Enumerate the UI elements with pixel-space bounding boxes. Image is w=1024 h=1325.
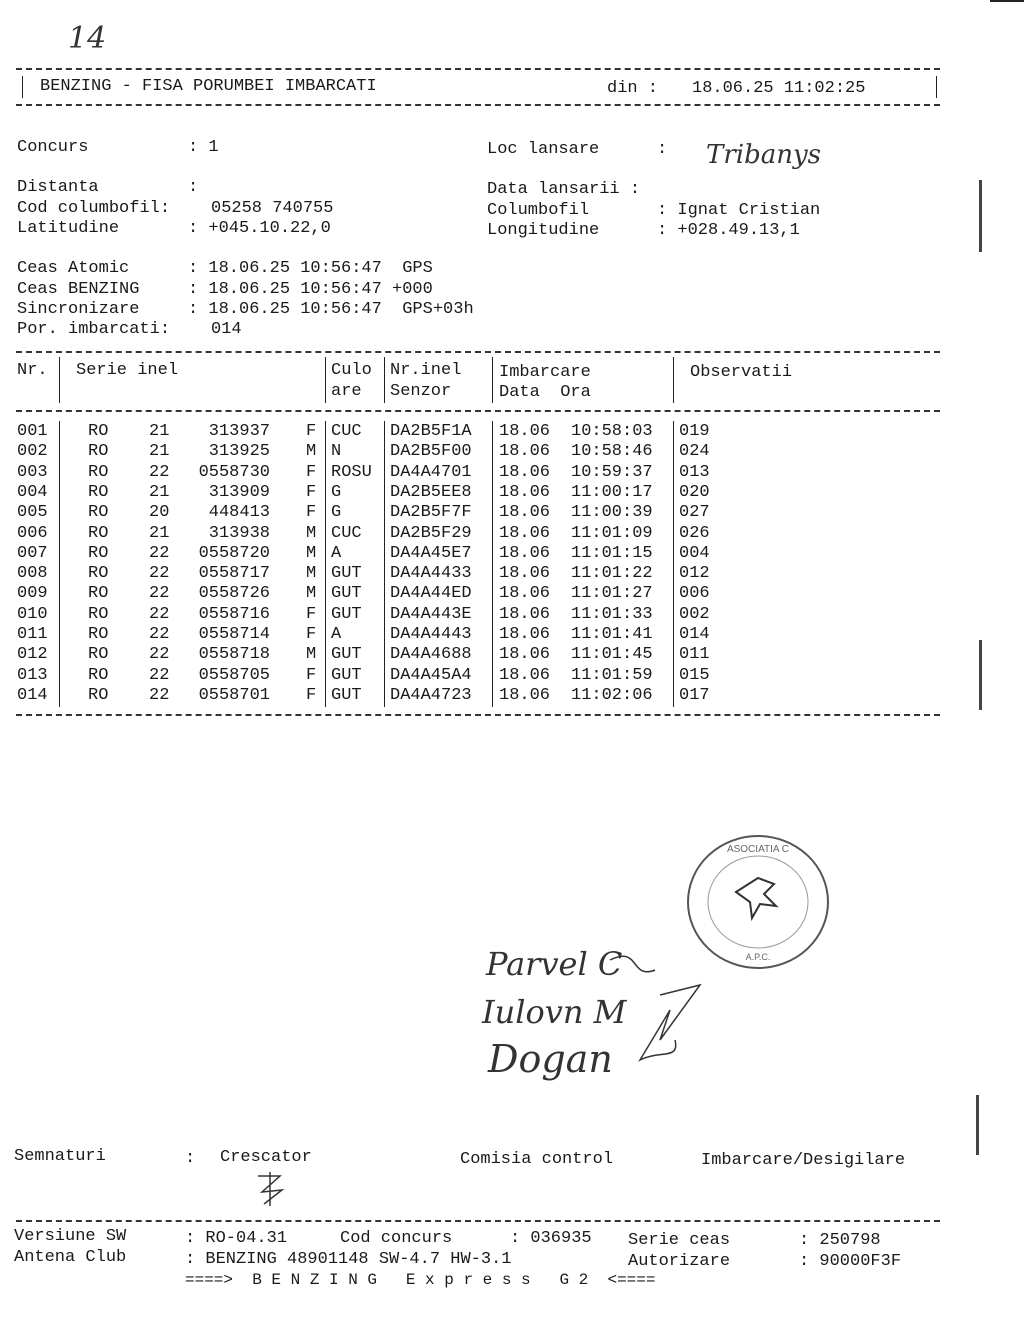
cell-sex: M [306, 564, 317, 584]
cell-an: 21 [149, 422, 170, 441]
crescator-label: Crescator [220, 1148, 312, 1167]
page-number-handwritten: 14 [68, 21, 107, 56]
cell-culoare: GUT [331, 685, 362, 705]
cell-sex: F [306, 503, 317, 523]
cell-ora: 11:01:15 [571, 543, 653, 563]
cell-tara: RO [88, 422, 109, 441]
cell-inel: 0558726 [198, 584, 270, 604]
antena-club-value: : BENZING 48901148 SW-4.7 HW-3.1 [185, 1250, 512, 1269]
cell-tara: RO [88, 604, 109, 624]
footer-banner: ====> B E N Z I N G E x p r e s s G 2 <==== [185, 1271, 656, 1289]
cell-sex: F [306, 604, 317, 624]
cell-senzor: DA2B5EE8 [390, 482, 472, 502]
cell-culoare: A [331, 625, 342, 644]
table-row [0, 625, 1024, 645]
cell-nr: 009 [17, 584, 48, 604]
cell-ora: 10:58:03 [571, 422, 653, 441]
col-header-observatii: Observatii [690, 363, 793, 382]
handwritten-name-3: Dogan [488, 1037, 613, 1081]
cell-data: 18.06 [499, 625, 551, 644]
cell-sex: F [306, 625, 317, 644]
cell-senzor: DA4A443E [390, 604, 472, 624]
header-right-border [936, 76, 937, 98]
cell-an: 22 [149, 604, 170, 624]
cell-data: 18.06 [499, 503, 551, 523]
header-left-border [22, 76, 23, 98]
table-row [0, 463, 1024, 483]
cell-tara: RO [88, 503, 109, 523]
scan-corner-mark [990, 0, 1024, 2]
cell-inel: 0558720 [198, 543, 270, 563]
cell-tara: RO [88, 625, 109, 644]
cell-senzor: DA4A4443 [390, 625, 472, 644]
scan-artifact-3 [976, 1095, 979, 1155]
cell-an: 22 [149, 584, 170, 604]
cell-data: 18.06 [499, 422, 551, 441]
longitudine-label: Longitudine [487, 221, 600, 240]
cell-senzor: DA2B5F29 [390, 523, 472, 543]
sincronizare-value: : 18.06.25 10:56:47 GPS+03h [188, 300, 474, 319]
header-divider-3 [384, 357, 385, 403]
signature-scribble-stroke [610, 956, 700, 1060]
cell-tara: RO [88, 442, 109, 462]
sincronizare-label: Sincronizare [17, 300, 140, 319]
handwritten-name-1: Parvel C [486, 945, 623, 983]
table-row [0, 564, 1024, 584]
footer-top-rule [16, 1220, 940, 1222]
cell-nr: 005 [17, 503, 48, 523]
cell-an: 22 [149, 543, 170, 563]
cell-inel: 0558716 [198, 604, 270, 624]
table-bottom-rule [16, 714, 940, 716]
header-divider-1 [59, 357, 60, 403]
table-row [0, 544, 1024, 564]
col-header-senzor: Senzor [390, 382, 452, 401]
cell-culoare: GUT [331, 584, 362, 604]
cell-tara: RO [88, 543, 109, 563]
table-row [0, 422, 1024, 442]
cell-obs: 017 [679, 685, 710, 705]
cell-nr: 002 [17, 442, 48, 462]
cell-ora: 11:01:45 [571, 645, 653, 665]
cell-obs: 026 [679, 523, 710, 543]
cell-senzor: DA4A4688 [390, 645, 472, 665]
cell-obs: 027 [679, 503, 710, 523]
columbofil-value: : Ignat Cristian [657, 201, 821, 220]
cell-obs: 012 [679, 564, 710, 584]
cell-nr: 014 [17, 685, 48, 705]
col-header-imbarcare: Imbarcare [499, 363, 591, 382]
versiune-sw-label: Versiune SW [14, 1227, 127, 1246]
cell-ora: 11:00:39 [571, 503, 653, 523]
concurs-value: : 1 [188, 138, 219, 157]
cell-ora: 11:01:59 [571, 665, 653, 685]
cell-an: 22 [149, 462, 170, 482]
header-din-value: 18.06.25 11:02:25 [692, 79, 866, 98]
cell-tara: RO [88, 665, 109, 685]
cell-inel: 0558701 [198, 685, 270, 705]
table-row [0, 483, 1024, 503]
crescator-signature [250, 1170, 290, 1208]
cell-culoare: GUT [331, 604, 362, 624]
cell-nr: 013 [17, 665, 48, 685]
cell-culoare: GUT [331, 564, 362, 584]
longitudine-value: : +028.49.13,1 [657, 221, 800, 240]
cell-an: 20 [149, 503, 170, 523]
serie-ceas-value: : 250798 [799, 1231, 881, 1250]
cell-inel: 313909 [208, 482, 270, 502]
cell-ora: 11:00:17 [571, 482, 653, 502]
cell-data: 18.06 [499, 442, 551, 462]
ceas-atomic-label: Ceas Atomic [17, 259, 130, 278]
autorizare-label: Autorizare [628, 1252, 731, 1271]
cell-tara: RO [88, 685, 109, 705]
cell-nr: 010 [17, 604, 48, 624]
serie-ceas-label: Serie ceas [628, 1231, 731, 1250]
cell-tara: RO [88, 462, 109, 482]
header-bottom-rule [16, 104, 940, 106]
cell-ora: 11:01:41 [571, 625, 653, 644]
cell-obs: 013 [679, 462, 710, 482]
cell-ora: 11:01:27 [571, 584, 653, 604]
cell-senzor: DA4A4701 [390, 462, 472, 482]
cell-nr: 006 [17, 523, 48, 543]
cell-obs: 011 [679, 645, 710, 665]
cell-culoare: CUC [331, 523, 362, 543]
table-row [0, 645, 1024, 665]
comisia-control-label: Comisia control [460, 1150, 614, 1169]
cell-sex: F [306, 685, 317, 705]
table-row [0, 605, 1024, 625]
cell-culoare: N [331, 442, 342, 462]
pigeon-emblem-icon [736, 878, 776, 918]
handwritten-name-2: Iulovn M [482, 993, 627, 1031]
loc-lansare-label: Loc lansare [487, 140, 600, 159]
cell-data: 18.06 [499, 482, 551, 502]
cell-tara: RO [88, 645, 109, 665]
cell-data: 18.06 [499, 604, 551, 624]
cell-nr: 007 [17, 543, 48, 563]
distanta-label: Distanta [17, 178, 99, 197]
cell-inel: 448413 [208, 503, 270, 523]
cod-concurs-value: : 036935 [510, 1229, 592, 1248]
stamp-inner-ring [708, 856, 808, 948]
distanta-value: : [188, 178, 199, 197]
ceas-benzing-label: Ceas BENZING [17, 280, 140, 299]
cell-senzor: DA4A4723 [390, 685, 472, 705]
ceas-benzing-value: : 18.06.25 10:56:47 +000 [188, 280, 433, 299]
scan-artifact-2 [979, 640, 982, 710]
cell-senzor: DA4A44ED [390, 584, 472, 604]
cell-nr: 012 [17, 645, 48, 665]
header-din-label: din : [607, 79, 659, 98]
latitudine-value: : +045.10.22,0 [188, 219, 331, 238]
header-divider-2 [325, 357, 326, 403]
cell-culoare: GUT [331, 665, 362, 685]
cell-culoare: CUC [331, 422, 362, 441]
loc-lansare-handwritten: Tribanys [706, 140, 822, 170]
col-header-nrinel: Nr.inel [390, 361, 462, 380]
cell-an: 21 [149, 523, 170, 543]
cell-culoare: GUT [331, 645, 362, 665]
cell-an: 22 [149, 625, 170, 644]
cell-inel: 313925 [208, 442, 270, 462]
cell-an: 21 [149, 482, 170, 502]
cell-sex: M [306, 584, 317, 604]
col-header-culo: Culo [331, 361, 372, 380]
loc-lansare-colon: : [657, 140, 668, 159]
cell-data: 18.06 [499, 543, 551, 563]
cell-data: 18.06 [499, 564, 551, 584]
table-row [0, 503, 1024, 523]
cell-senzor: DA2B5F00 [390, 442, 472, 462]
cell-inel: 0558705 [198, 665, 270, 685]
cell-an: 22 [149, 685, 170, 705]
table-top-rule [16, 351, 940, 353]
cell-data: 18.06 [499, 665, 551, 685]
cell-an: 22 [149, 665, 170, 685]
data-lansarii-label: Data lansarii : [487, 180, 641, 199]
cell-data: 18.06 [499, 685, 551, 705]
header-title: BENZING - FISA PORUMBEI IMBARCATI [40, 77, 377, 96]
cell-tara: RO [88, 564, 109, 584]
cell-culoare: G [331, 482, 342, 502]
cell-culoare: ROSU [331, 462, 372, 482]
imbarcare-desigilare-label: Imbarcare/Desigilare [701, 1151, 906, 1170]
scan-artifact-1 [979, 180, 982, 252]
concurs-label: Concurs [17, 138, 89, 157]
cell-sex: M [306, 523, 317, 543]
header-divider-5 [673, 357, 674, 403]
cell-sex: M [306, 645, 317, 665]
col-header-nr: Nr. [17, 361, 48, 380]
cell-obs: 020 [679, 482, 710, 502]
cell-nr: 011 [17, 625, 48, 644]
cell-senzor: DA2B5F7F [390, 503, 472, 523]
autorizare-value: : 90000F3F [799, 1252, 902, 1271]
header-divider-4 [492, 357, 493, 403]
cell-an: 22 [149, 645, 170, 665]
cell-senzor: DA4A45A4 [390, 665, 472, 685]
cell-data: 18.06 [499, 523, 551, 543]
latitudine-label: Latitudine [17, 219, 120, 238]
por-imbarcati-label: Por. imbarcati: [17, 320, 171, 339]
cell-obs: 014 [679, 625, 710, 644]
table-row [0, 666, 1024, 686]
cell-sex: M [306, 442, 317, 462]
cod-concurs-label: Cod concurs [340, 1229, 453, 1248]
table-row [0, 442, 1024, 462]
columbofil-label: Columbofil [487, 201, 590, 220]
cell-an: 21 [149, 442, 170, 462]
cell-obs: 002 [679, 604, 710, 624]
cell-inel: 0558718 [198, 645, 270, 665]
crescator-signature-stroke [258, 1172, 282, 1206]
cell-ora: 11:01:33 [571, 604, 653, 624]
cell-tara: RO [88, 523, 109, 543]
cell-data: 18.06 [499, 584, 551, 604]
cell-ora: 10:58:46 [571, 442, 653, 462]
cell-ora: 10:59:37 [571, 462, 653, 482]
cell-nr: 008 [17, 564, 48, 584]
cell-nr: 003 [17, 462, 48, 482]
cell-inel: 313937 [208, 422, 270, 441]
signature-scribble [600, 940, 710, 1080]
cell-inel: 0558714 [198, 625, 270, 644]
header-top-rule [16, 68, 940, 70]
cell-inel: 0558730 [198, 462, 270, 482]
table-row [0, 524, 1024, 544]
cell-data: 18.06 [499, 645, 551, 665]
cell-senzor: DA4A45E7 [390, 543, 472, 563]
cell-obs: 006 [679, 584, 710, 604]
table-row [0, 584, 1024, 604]
cell-an: 22 [149, 564, 170, 584]
antena-club-label: Antena Club [14, 1248, 127, 1267]
col-header-are: are [331, 382, 362, 401]
cell-senzor: DA4A4433 [390, 564, 472, 584]
cell-ora: 11:01:22 [571, 564, 653, 584]
por-imbarcati-value: 014 [211, 320, 242, 339]
cell-inel: 313938 [208, 523, 270, 543]
cell-sex: F [306, 665, 317, 685]
cell-tara: RO [88, 584, 109, 604]
cell-inel: 0558717 [198, 564, 270, 584]
cell-sex: M [306, 543, 317, 563]
cell-obs: 019 [679, 422, 710, 441]
cell-ora: 11:01:09 [571, 523, 653, 543]
cod-columbofil-label: Cod columbofil: [17, 199, 171, 218]
cod-columbofil-value: 05258 740755 [211, 199, 334, 218]
versiune-sw-value: : RO-04.31 [185, 1229, 288, 1248]
cell-obs: 004 [679, 543, 710, 563]
table-row [0, 686, 1024, 706]
semnaturi-colon: : [185, 1149, 196, 1168]
cell-obs: 024 [679, 442, 710, 462]
col-header-serie: Serie inel [76, 361, 179, 380]
cell-senzor: DA2B5F1A [390, 422, 472, 441]
col-header-data-ora: Data Ora [499, 383, 591, 402]
cell-nr: 004 [17, 482, 48, 502]
stamp-text-bottom: A.P.C. [745, 952, 771, 962]
cell-nr: 001 [17, 422, 48, 441]
cell-sex: F [306, 482, 317, 502]
ceas-atomic-value: : 18.06.25 10:56:47 GPS [188, 259, 433, 278]
table-header-bottom-rule [16, 410, 940, 412]
cell-obs: 015 [679, 665, 710, 685]
cell-sex: F [306, 462, 317, 482]
semnaturi-label: Semnaturi [14, 1147, 106, 1166]
cell-data: 18.06 [499, 462, 551, 482]
cell-tara: RO [88, 482, 109, 502]
cell-sex: F [306, 422, 317, 441]
cell-culoare: A [331, 543, 342, 563]
stamp-text-top: ASOCIATIA C [726, 844, 790, 855]
cell-culoare: G [331, 503, 342, 523]
cell-ora: 11:02:06 [571, 685, 653, 705]
